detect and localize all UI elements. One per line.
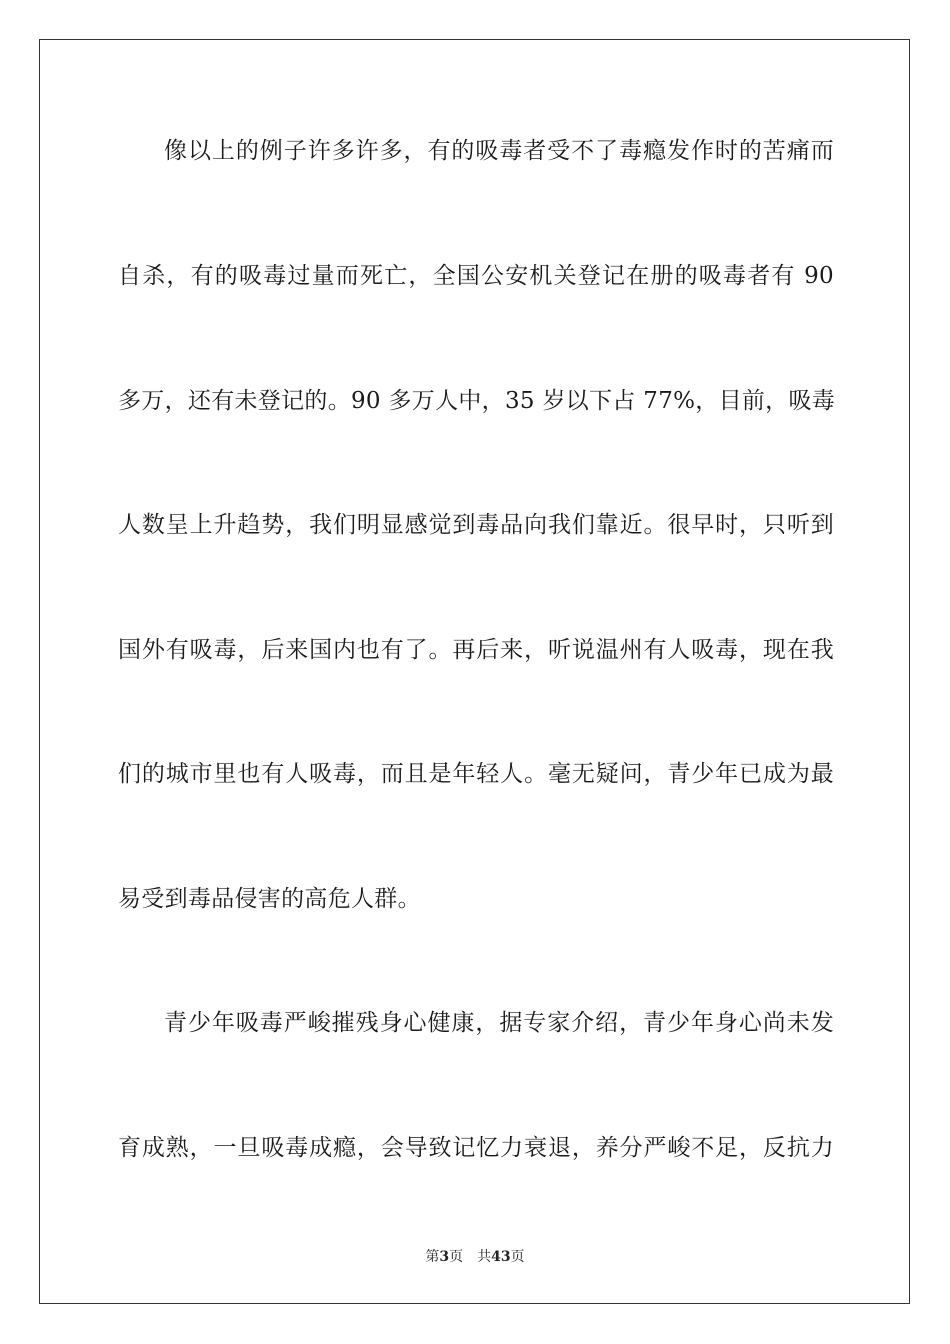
paragraph-1-line-3: 多万，还有未登记的。90 多万人中，35 岁以下占 77%，目前，吸毒: [118, 388, 836, 414]
paragraph-2-line-2: 育成熟，一旦吸毒成瘾，会导致记忆力衰退，养分严峻不足，反抗力: [118, 1135, 834, 1161]
total-prefix: 共: [477, 1249, 492, 1265]
page-prefix: 第: [425, 1249, 440, 1265]
paragraph-1-line-5: 国外有吸毒，后来国内也有了。再后来，听说温州有人吸毒，现在我: [118, 637, 834, 663]
paragraph-1-line-1: 像以上的例子许多许多，有的吸毒者受不了毒瘾发作时的苦痛而: [164, 138, 834, 164]
total-pages: 43: [491, 1249, 511, 1265]
paragraph-1-line-2: 自杀，有的吸毒过量而死亡，全国公安机关登记在册的吸毒者有 90: [118, 263, 834, 289]
page-footer: [0, 1248, 950, 1266]
paragraph-1-line-7: 易受到毒品侵害的高危人群。: [118, 886, 421, 912]
total-suffix: 页: [510, 1249, 525, 1265]
page-suffix: 页: [449, 1249, 464, 1265]
page-border: [39, 39, 910, 1304]
paragraph-1-line-4: 人数呈上升趋势，我们明显感觉到毒品向我们靠近。很早时，只听到: [118, 512, 834, 538]
paragraph-2-line-1: 青少年吸毒严峻摧残身心健康，据专家介绍，青少年身心尚未发: [164, 1010, 834, 1036]
page-number: 3: [439, 1249, 450, 1265]
paragraph-1-line-6: 们的城市里也有人吸毒，而且是年轻人。毫无疑问，青少年已成为最: [118, 761, 834, 787]
